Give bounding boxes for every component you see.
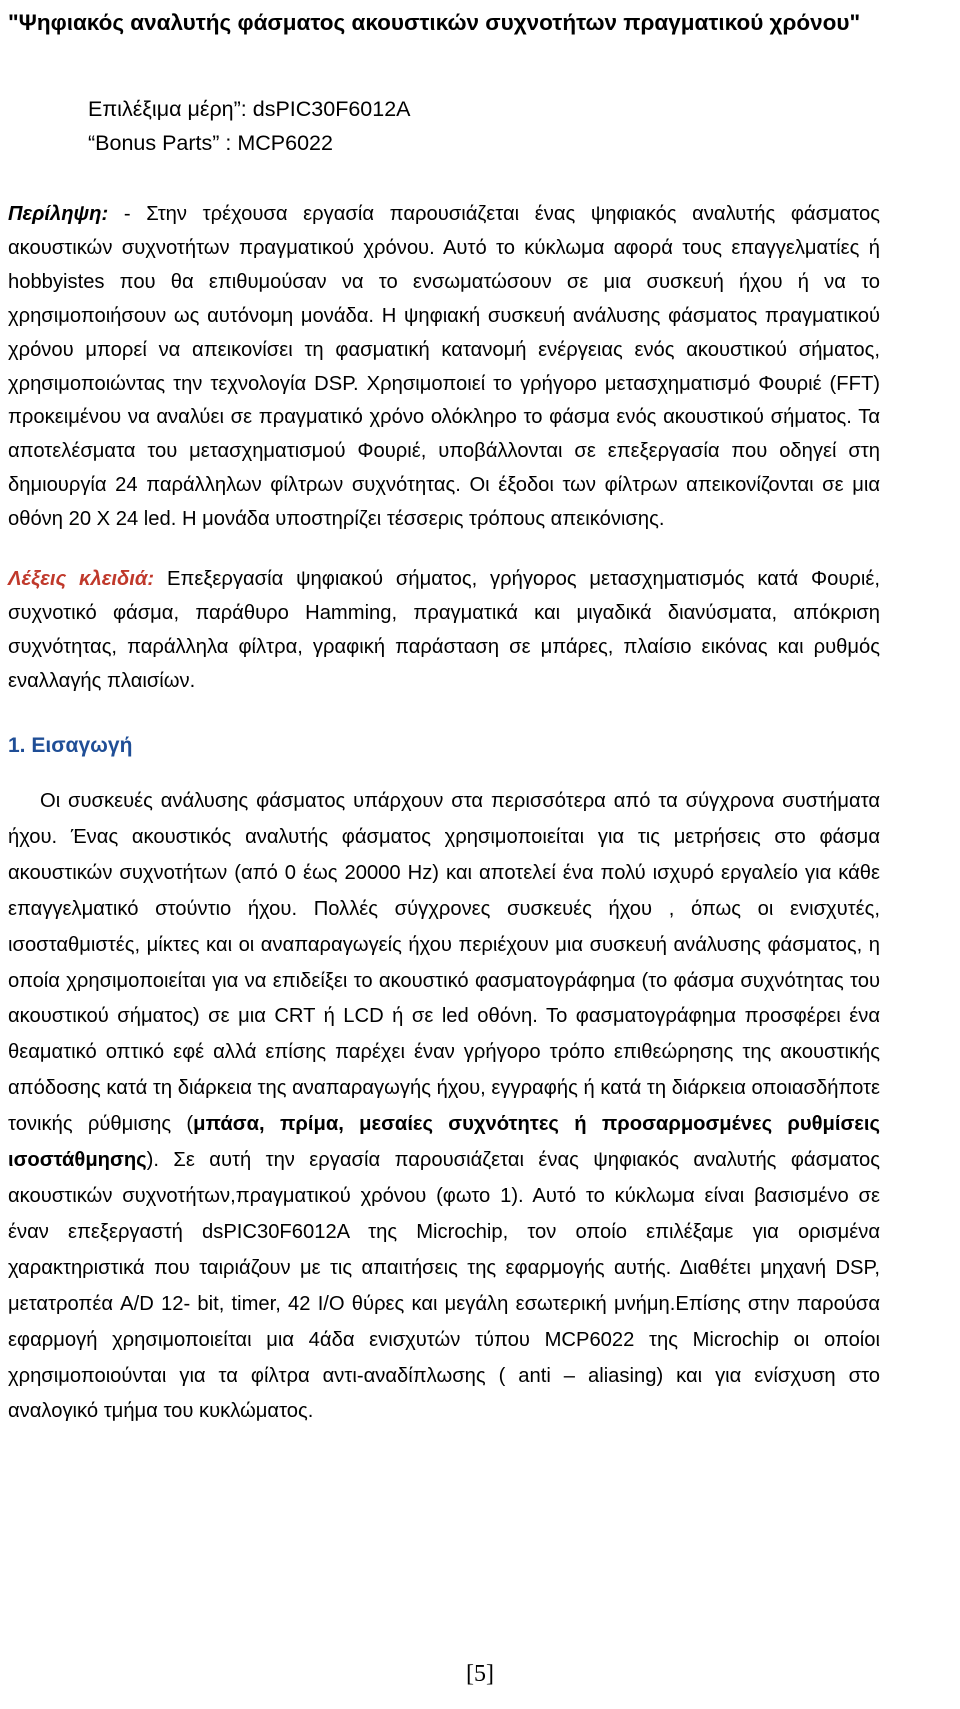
introduction-paragraph [8,784,880,1430]
keywords-paragraph [8,562,880,698]
parts-list [88,92,411,160]
intro-bold-equalizer-terms: μπάσα, πρίμα, μεσαίες συχνότητες ή προσαρμοσμένες ρυθμίσεις ισοστάθμησης [8,1113,880,1172]
intro-text-part3: της Microchip, τον οποίο επιλέξαμε για ορισμένα χαρακτηριστικά που ταιριάζουν με τις απαιτήσεις της εφαρμογής αυτής. Διαθέτει μηχανή DSP, μετατροπέα A/D 12- bit, timer, 42 I/O θύρες και μεγάλη εσωτερική μνήμη.Επίσης στην παρούσα εφαρμογή χρησιμοποιείται μια 4άδα ενισχυτών τύπου MCP6022 της Microchip οι οποίοι χρησιμοποιούνται για τα φίλτρα αντι-αναδίπλωσης ( anti – aliasing) και για ενίσχυση στο αναλογικό τμήμα του κυκλώματος. [8,1220,880,1423]
keywords-label: Λέξεις κλειδιά: [8,568,155,590]
abstract-label: Περίληψη: [8,203,109,225]
keywords-text: Επεξεργασία ψηφιακού σήματος, γρήγορος μετασχηματισμός κατά Φουριέ, συχνοτικό φάσμα, παράθυρο Hamming, πραγματικά και μιγαδικά διανύσματα, απόκριση συχνότητας, παράλληλα φίλτρα, γραφική παράσταση σε μπάρες, πλαίσιο εικόνας και ρυθμός εναλλαγής πλαισίων. [8,568,880,692]
document-title: "Ψηφιακός αναλυτής φάσματος ακουστικών συχνοτήτων πραγματικού χρόνου" [8,10,861,35]
page-number: [5] [466,1661,494,1687]
intro-text-part2: ). Σε αυτή την εργασία παρουσιάζεται ένας ψηφιακός αναλυτής φάσματος ακουστικών συχνοτήτων,πραγματικού χρόνου (φωτο 1). Αυτό το κύκλωμα είναι βασισμένο σε έναν επεξεργαστή [8,1149,880,1243]
section-heading-introduction: 1. Εισαγωγή [8,734,133,757]
abstract-paragraph [8,198,880,537]
abstract-text: - Στην τρέχουσα εργασία παρουσιάζεται ένας ψηφιακός αναλυτής φάσματος ακουστικών συχνοτήτων πραγματικού χρόνου. Αυτό το κύκλωμα αφορά τους επαγγελματίες ή hobbyistes που θα επιθυμούσαν να το ενσωματώσουν σε μια συσκευή ήχου ή να το χρησιμοποιήσουν ως αυτόνομη μονάδα. Η ψηφιακή συσκευή ανάλυσης φάσματος πραγματικού χρόνου μπορεί να απεικονίσει τη φασματική κατανομή ενέργειας ενός ακουστικού σήματος, χρησιμοποιώντας την τεχνολογία DSP. Χρησιμοποιεί το γρήγορο μετασχηματισμό Φουριέ (FFT) προκειμένου να αναλύει σε πραγματικό χρόνο ολόκληρο το φάσμα ενός ακουστικού σήματος. Τα αποτελέσματα του μετασχηματισμού Φουριέ, υποβάλλονται σε επεξεργασία που οδηγεί στη δημιουργία 24 παράλληλων φίλτρων συχνότητας. Οι έξοδοι των φίλτρων απεικονίζονται σε μια οθόνη 20 Χ 24 led. Η μονάδα υποστηρίζει τέσσερις τρόπους απεικόνισης. [8,203,880,531]
selected-parts-line: Επιλέξιμα μέρη”: dsPIC30F6012A [88,97,411,121]
intro-text-part1: Οι συσκευές ανάλυσης φάσματος υπάρχουν στα περισσότερα από τα σύγχρονα συστήματα ήχου. Ένας ακουστικός αναλυτής φάσματος χρησιμοποιείται για τις μετρήσεις στο φάσμα ακουστικών συχνοτήτων (από 0 έως 20000 Hz) και αποτελεί ένα πολύ ισχυρό εργαλείο για κάθε επαγγελματικό στούντιο ήχου. Πολλές σύγχρονες συσκευές ήχου , όπως οι ενισχυτές, ισοσταθμιστές, μίκτες και οι αναπαραγωγείς ήχου περιέχουν μια συσκευή ανάλυσης φάσματος, η οποία χρησιμοποιείται για να επιδείξει το ακουστικό φασματογράφημα (το φάσμα συχνότητας του ακουστικού σήματος) σε μια CRT ή LCD ή σε led οθόνη. Το φασματογράφημα προσφέρει ένα θεαματικό οπτικό εφέ αλλά επίσης παρέχει έναν γρήγορο τρόπο επιθεώρησης της ακουστικής απόδοσης κατά τη διάρκεια της αναπαραγωγής ήχου, εγγραφής ή κατά τη διάρκεια οποιασδήποτε τονικής ρύθμισης ( [8,790,880,1136]
intro-processor-name: dsPIC30F6012A [202,1220,350,1243]
bonus-parts-line: “Bonus Parts” : MCP6022 [88,131,333,155]
